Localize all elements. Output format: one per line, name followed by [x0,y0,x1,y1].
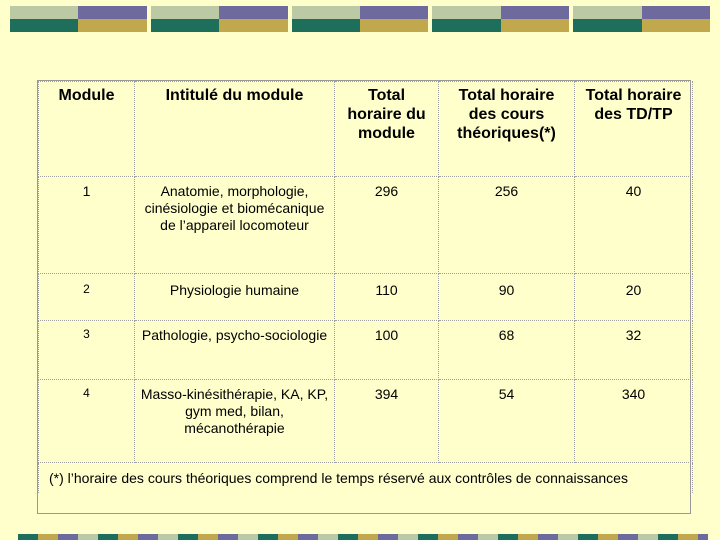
table-row [39,321,693,380]
cell-module-title: Pathologie, psycho-sociologie [135,321,335,380]
table-row [39,380,693,463]
cell-total-hours: 100 [335,321,439,380]
cell-theory-hours: 68 [439,321,575,380]
table-note-row [39,463,693,494]
table-row [39,274,693,321]
cell-theory-hours: 90 [439,274,575,321]
cell-total-hours: 110 [335,274,439,321]
cell-tdtp-hours: 32 [575,321,693,380]
cell-tdtp-hours: 40 [575,177,693,274]
cell-module-number: 4 [39,380,135,463]
decorative-block [292,6,429,32]
cell-module-title: Anatomie, morphologie, cinésiologie et biomécanique de l’appareil locomoteur [135,177,335,274]
table-footnote-cell [39,463,693,494]
cell-module-number: 2 [39,274,135,321]
cell-module-number: 3 [39,321,135,380]
cell-theory-hours: 54 [439,380,575,463]
table-header-row [39,82,693,177]
header-total-module: Total horaire du module [335,82,439,177]
table-row [39,177,693,274]
decorative-footer-bar [18,534,708,540]
cell-module-title: Physiologie humaine [135,274,335,321]
header-intitule: Intitulé du module [135,82,335,177]
module-table [37,80,691,514]
table-footnote: (*) l’horaire des cours théoriques comprend le temps réservé aux contrôles de connaissances [49,470,628,486]
decorative-block [10,6,147,32]
decorative-header-bar [10,6,710,32]
decorative-block [151,6,288,32]
cell-total-hours: 296 [335,177,439,274]
header-module: Module [39,82,135,177]
decorative-block [432,6,569,32]
cell-tdtp-hours: 340 [575,380,693,463]
cell-theory-hours: 256 [439,177,575,274]
cell-tdtp-hours: 20 [575,274,693,321]
header-total-theorie: Total horaire des cours théoriques(*) [439,82,575,177]
header-total-tdtp: Total horaire des TD/TP [575,82,693,177]
cell-module-number: 1 [39,177,135,274]
cell-module-title: Masso-kinésithérapie, KA, KP, gym med, bilan, mécanothérapie [135,380,335,463]
cell-total-hours: 394 [335,380,439,463]
decorative-block [573,6,710,32]
